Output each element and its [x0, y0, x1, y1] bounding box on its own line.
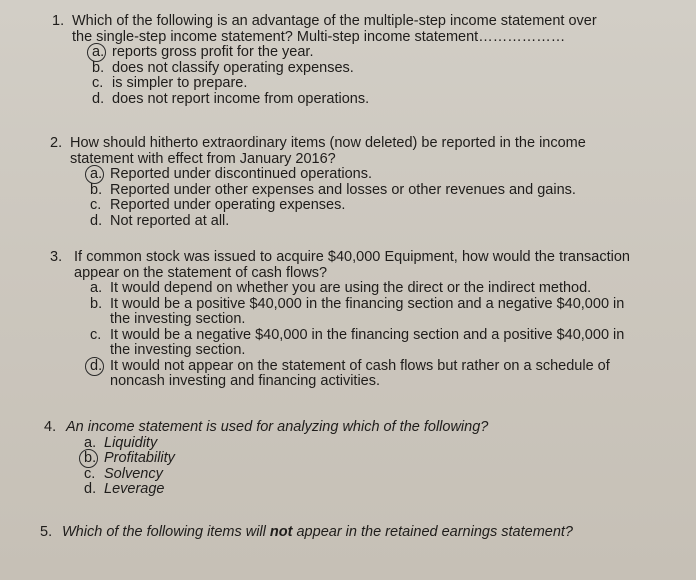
option-a[interactable]: [84, 436, 604, 452]
option-text: is simpler to prepare.: [112, 75, 248, 91]
question-stem: [40, 525, 620, 541]
option-letter-selected: d.: [90, 359, 110, 390]
option-text: Profitability: [104, 450, 175, 466]
option-text: Liquidity: [104, 434, 158, 451]
question-text-before: Which of the following items will: [62, 524, 270, 540]
option-c[interactable]: [84, 467, 604, 483]
option-d[interactable]: [92, 92, 612, 108]
option-letter: a.: [84, 434, 97, 451]
question-number: 3.: [50, 249, 63, 265]
question-number: 2.: [50, 135, 63, 151]
question-stem: [44, 420, 604, 436]
option-c[interactable]: [92, 76, 612, 92]
option-text: does not report income from operations.: [112, 90, 370, 107]
option-letter: d.: [92, 90, 105, 107]
option-letter: b.: [90, 181, 103, 198]
option-text: Leverage: [104, 481, 165, 497]
question-5: [40, 525, 620, 541]
option-letter: d.: [90, 212, 103, 229]
option-letter: b.: [92, 59, 105, 76]
option-letter: c.: [90, 326, 102, 343]
option-letter: c.: [84, 465, 96, 482]
option-c[interactable]: [90, 328, 630, 359]
question-number: 1.: [52, 13, 65, 29]
option-b[interactable]: [92, 61, 612, 77]
option-text: It would not appear on the statement of cash flows but rather on a schedule of noncash investing and financing activities.: [110, 357, 610, 389]
option-c[interactable]: [90, 198, 615, 214]
option-letter: c.: [90, 197, 102, 213]
option-text: Not reported at all.: [110, 212, 230, 229]
option-d[interactable]: [84, 482, 604, 498]
question-stem: [50, 250, 630, 281]
question-text: If common stock was issued to acquire $40,000 Equipment, how would the transaction appear on the statement of cash flows?: [74, 249, 630, 281]
question-text: An income statement is used for analyzing which of the following?: [66, 419, 489, 435]
question-text: Which of the following is an advantage of the multiple-step income statement over the single-step income statement? Multi-step income statement………………: [72, 13, 597, 45]
option-letter: a.: [90, 280, 103, 296]
question-text: [56, 525, 620, 541]
option-letter: b.: [90, 295, 103, 312]
option-b[interactable]: [84, 451, 604, 467]
option-letter: c.: [92, 75, 104, 91]
question-1: [52, 14, 612, 107]
question-number: 4.: [44, 419, 57, 435]
option-text: It would be a positive $40,000 in the financing section and a negative $40,000 in the investing section.: [110, 295, 625, 327]
question-2: [50, 136, 615, 229]
option-b[interactable]: [90, 183, 615, 199]
option-letter-selected: b.: [84, 451, 104, 467]
option-a[interactable]: [90, 167, 615, 183]
option-text: It would be a negative $40,000 in the financing section and a positive $40,000 in the investing section.: [110, 326, 625, 358]
option-a[interactable]: [92, 45, 612, 61]
option-d[interactable]: [90, 214, 615, 230]
question-text: How should hitherto extraordinary items (now deleted) be reported in the income statement with effect from January 2016?: [70, 135, 586, 167]
option-b[interactable]: [90, 297, 630, 328]
question-stem: [52, 14, 612, 45]
option-letter-selected: a.: [92, 45, 112, 61]
option-text: Reported under operating expenses.: [110, 197, 346, 213]
option-text: Reported under other expenses and losses or other revenues and gains.: [110, 181, 576, 198]
question-text-emphasis: not: [269, 524, 293, 540]
option-text: reports gross profit for the year.: [112, 44, 314, 60]
question-text-after: appear in the retained earnings statement?: [292, 524, 573, 540]
question-4: [44, 420, 604, 498]
option-text: Solvency: [104, 465, 163, 482]
option-text: It would depend on whether you are using the direct or the indirect method.: [110, 280, 592, 296]
question-stem: [50, 136, 615, 167]
option-text: Reported under discontinued operations.: [110, 166, 372, 182]
option-text: does not classify operating expenses.: [112, 59, 354, 76]
option-d[interactable]: [90, 359, 630, 390]
question-3: [50, 250, 630, 390]
question-number: 5.: [40, 524, 53, 540]
option-letter-selected: a.: [90, 167, 110, 183]
option-a[interactable]: [90, 281, 630, 297]
option-letter: d.: [84, 481, 97, 497]
